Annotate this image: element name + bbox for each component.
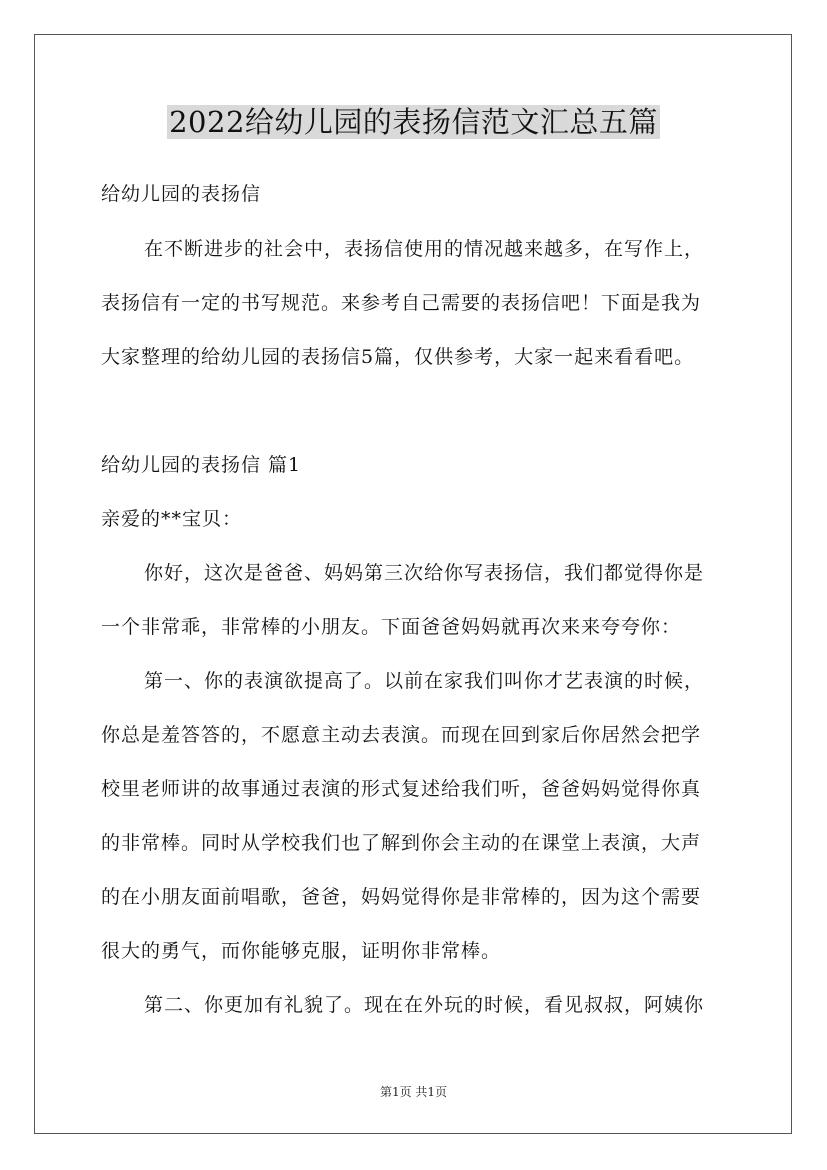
paragraph-line: 一个非常乖，非常棒的小朋友。下面爸爸妈妈就再次来来夸夸你：	[101, 616, 682, 638]
section-heading: 给幼儿园的表扬信	[101, 183, 262, 205]
paragraph-line: 第一、你的表演欲提高了。以前在家我们叫你才艺表演的时候，	[144, 670, 705, 692]
paragraph-line: 你总是羞答答的，不愿意主动去表演。而现在回到家后你居然会把学	[101, 724, 702, 746]
paragraph-line: 表扬信有一定的书写规范。来参考自己需要的表扬信吧！下面是我为	[101, 292, 702, 314]
paragraph-line: 的在小朋友面前唱歌，爸爸，妈妈觉得你是非常棒的，因为这个需要	[101, 886, 702, 908]
paragraph-line: 校里老师讲的故事通过表演的形式复述给我们听，爸爸妈妈觉得你真	[101, 778, 702, 800]
document-title-text: 2022给幼儿园的表扬信范文汇总五篇	[169, 105, 658, 139]
section-heading: 给幼儿园的表扬信 篇1	[101, 454, 302, 476]
paragraph-line: 很大的勇气，而你能够克服，证明你非常棒。	[101, 940, 502, 962]
paragraph-line: 大家整理的给幼儿园的表扬信5篇，仅供参考，大家一起来看看吧。	[101, 346, 695, 368]
paragraph-line: 的非常棒。同时从学校我们也了解到你会主动的在课堂上表演，大声	[101, 832, 702, 854]
paragraph-line: 第二、你更加有礼貌了。现在在外玩的时候，看见叔叔，阿姨你	[144, 994, 705, 1016]
document-title	[0, 100, 827, 144]
paragraph-line: 你好，这次是爸爸、妈妈第三次给你写表扬信，我们都觉得你是	[144, 562, 705, 584]
page-footer: 第1页 共1页	[379, 1085, 448, 1099]
salutation: 亲爱的**宝贝：	[101, 508, 243, 530]
paragraph-line: 在不断进步的社会中，表扬信使用的情况越来越多，在写作上，	[144, 238, 705, 260]
